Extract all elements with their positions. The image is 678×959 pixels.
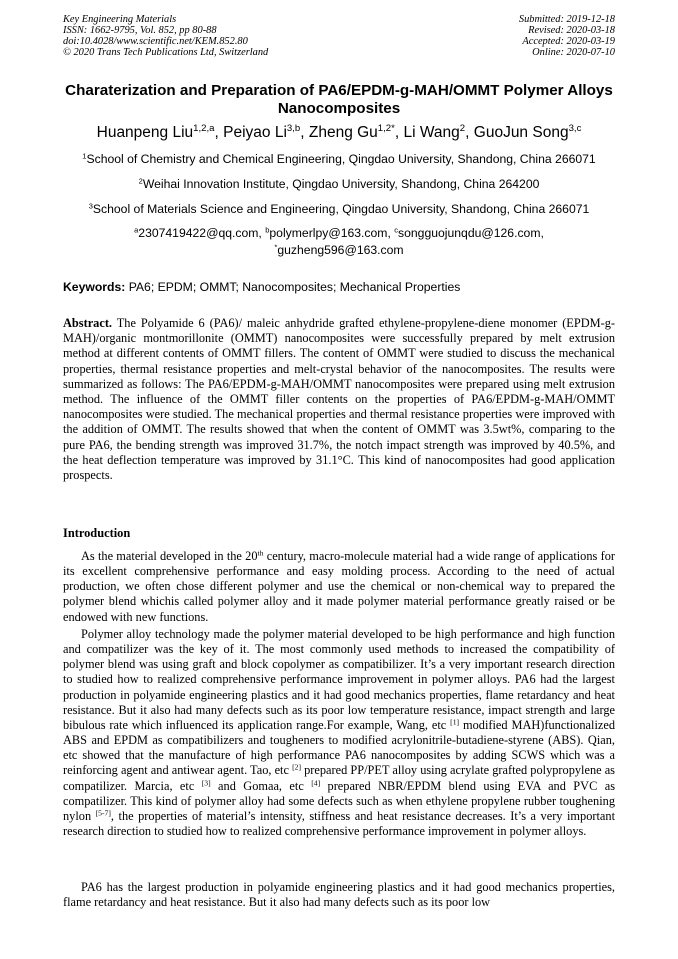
copyright-line: © 2020 Trans Tech Publications Ltd, Switzerland: [63, 47, 269, 58]
email-corresponding[interactable]: guzheng596@163.com: [277, 243, 404, 257]
intro-paragraph-2: [63, 627, 615, 839]
intro-paragraph-3: [63, 880, 615, 910]
email-list: [20, 225, 658, 259]
author-affiliation-mark: 2: [459, 123, 466, 135]
affiliation-text: School of Materials Science and Engineering, Qingdao University, Shandong, China 266071: [92, 202, 590, 216]
paragraph-text: Polymer alloy technology made the polymer material developed to be high performance and high function and compatilizer was the key of it. The most commonly used methods to increased the compatibility of polymer blend was using graft and block copolymer as compatibilizer. It’s a very important research direction to studied how to realized comprehensive performance improvement in polymer alloys. PA6 had the largest production in polyamide engineering plastics and it had good mechanics properties, flame retardancy and heat resistance. But it also had many defects such as its poor low temperature resistance, impact strength and large bibulous rate which influenced its application range.For example, Wang, etc: [63, 627, 615, 732]
author-list: Huanpeng Liu$^{1,2,a}$, Peiyao Li$^{3,b}$, Zheng $Gu^{1,2*}$, Li Wang$^2$, GuoJun Song$^{3,c}$: [96, 123, 582, 141]
affiliation-mark: 3: [88, 201, 93, 211]
journal-header-right: [519, 14, 615, 58]
paragraph-text: , the properties of material’s intensity, stiffness and heat resistance decreases. It’s a very important research direction to studied how to realized comprehensive performance improvement in polymer alloys.: [63, 808, 615, 839]
email-line-2: [20, 242, 658, 259]
email-line-1: [20, 225, 658, 242]
online-date: Online: 2020-07-10: [532, 47, 615, 58]
journal-header-left: [63, 14, 268, 58]
email-mark: a: [134, 225, 139, 235]
paragraph-text: century, macro-molecule material had a wide range of applications for its excellent comprehensive performance and easy molding process. According to the need of actual production, we often chose different polymer and use the chemical or non-chemical way to prepared the polymer blend whichis called polymer alloy and it made polymer material performance greatly raised or be endowed with new functions.: [63, 549, 615, 624]
paragraph-text: PA6 has the largest production in polyamide engineering plastics and it had good mechanics properties, flame retardancy and heat resistance. But it also had many defects such as its poor low: [63, 880, 615, 910]
paragraph-text: prepared PP/PET alloy using acrylate grafted polypropylene as compatilizer. Marcia, etc: [63, 763, 615, 793]
paragraph-text: modified MAH)functionalized ABS and EPDM as compatibilizers and tougheners to modified acrylonitrile-butadiene-styrene (ABS). Qian, etc showed that the manufacture of high performance PA6 nanocomposites by adding SCWS which was a reinforcing agent and antiwear agent. Tao, etc: [63, 717, 615, 778]
author-name: GuoJun Song: [473, 124, 569, 141]
issn-line: ISSN: 1662-9795, Vol. 852, pp 80-88: [63, 25, 217, 36]
author-affiliation-mark: 3,b: [286, 123, 301, 135]
affiliation-text: School of Chemistry and Chemical Engineering, Qingdao University, Shandong, China 266071: [86, 152, 596, 166]
keywords-label: Keywords:: [63, 280, 126, 294]
affiliation-2: [20, 177, 658, 191]
paragraph-text: and Gomaa, etc: [210, 778, 312, 793]
email-mark: b: [265, 225, 270, 235]
doi-line[interactable]: doi:10.4028/www.scientific.net/KEM.852.80: [63, 36, 248, 47]
author-affiliation-mark: 1,2,a: [193, 123, 215, 135]
affiliation-mark: 1: [82, 151, 87, 161]
author-name: Li Wang: [403, 124, 460, 141]
email-mark: *: [274, 242, 278, 252]
email-b[interactable]: polymerlpy@163.com,: [269, 226, 391, 240]
email-mark: c: [394, 225, 399, 235]
paragraph-text: prepared NBR/EPDM blend using EVA and PVC as compatilizer. This kind of polymer alloy had some defects such as when ethylene propylene rubber toughening nylon: [63, 778, 615, 823]
email-a[interactable]: 2307419422@qq.com,: [138, 226, 262, 240]
citation-ref[interactable]: [5-7]: [95, 808, 111, 818]
citation-ref[interactable]: [3]: [201, 777, 211, 787]
revised-date: Revised: 2020-03-18: [528, 25, 615, 36]
intro-paragraph-1: [63, 549, 615, 625]
citation-ref[interactable]: [1]: [450, 717, 460, 727]
citation-ref[interactable]: [2]: [292, 762, 301, 772]
affiliation-3: [20, 202, 658, 216]
email-c[interactable]: songguojunqdu@126.com,: [398, 226, 544, 240]
keywords-text: PA6; EPDM; OMMT; Nanocomposites; Mechanical Properties: [128, 280, 461, 294]
author-affiliation-mark: 3,c: [568, 123, 582, 135]
affiliation-mark: 2: [138, 176, 143, 186]
abstract: [63, 316, 615, 483]
affiliation-1: [20, 152, 658, 166]
affiliation-text: Weihai Innovation Institute, Qingdao University, Shandong, China 264200: [142, 177, 540, 191]
author-name: Huanpeng Liu: [96, 124, 194, 141]
author-affiliation-mark: 1,2*: [377, 123, 395, 135]
accepted-date: Accepted: 2020-03-19: [522, 36, 615, 47]
paragraph-text: As the material developed in the 20: [81, 549, 258, 563]
section-heading-introduction: Introduction: [63, 526, 131, 540]
submitted-date: Submitted: 2019-12-18: [518, 14, 615, 25]
paper-title: Charaterization and Preparation of PA6/EPDM-g-MAH/OMMT Polymer Alloys Nanocomposites: [65, 82, 613, 117]
superscript: th: [257, 548, 264, 558]
author-name: Peiyao Li: [223, 124, 287, 141]
keywords: [63, 280, 615, 294]
abstract-text: The Polyamide 6 (PA6)/ maleic anhydride grafted ethylene-propylene-diene monomer (EPDM-g-MAH)/organic montmorillonite (OMMT) nanocomposites were successfully prepared by melt extrusion method at different contents of OMMT fillers. The content of OMMT were studied to discuss the mechanical properties, thermal resistance properties and melt-crystal behavior of the nanocomposites. The results were summarized as follows: The PA6/EPDM-g-MAH/OMMT nanocomposites were prepared using melt extrusion method. The influence of the OMMT filler contents on the properties of PA6/EPDM-g-MAH/OMMT nanocomposites were studied. The mechanical properties and thermal resistance properties were improved with the addition of OMMT. The results showed that when the content of OMMT was 3.5wt%, comparing to the pure PA6, the bending strength was improved 31.7%, the notch impact strength was improved by 40.5%, and the heat deflection temperature was improved by 31.1°C. This kind of nanocomposites had good application prospects.: [63, 316, 615, 483]
author-name: Zheng Gu: [308, 124, 378, 141]
journal-name: Key Engineering Materials: [63, 14, 177, 25]
citation-ref[interactable]: [4]: [311, 777, 321, 787]
abstract-label: Abstract.: [63, 316, 113, 330]
